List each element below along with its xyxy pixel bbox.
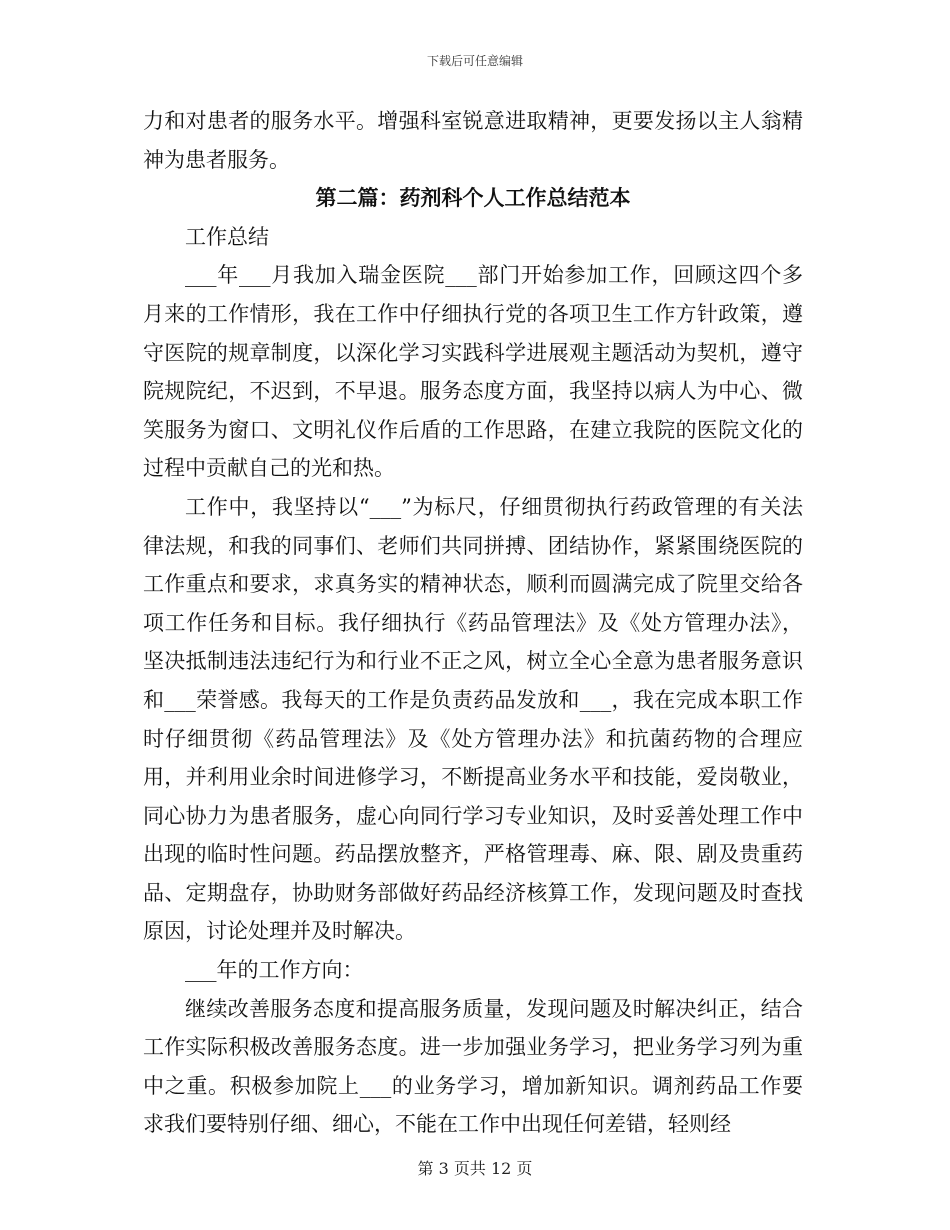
continuation-paragraph: 力和对患者的服务水平。增强科室锐意进取精神，更要发扬以主人翁精神为患者服务。 (143, 109, 803, 172)
paragraph-1: ___年___月我加入瑞金医院___部门开始参加工作，回顾这四个多月来的工作情形，我在工作中仔细执行党的各项卫生工作方针政策，遵守医院的规章制度，以深化学习实践科学进展观主题活动为契机，遵守院规院纪，不迟到，不早退。服务态度方面，我坚持以病人为中心、微笑服务为窗口、文明礼仪作后盾的工作思路，在建立我院的医院文化的过程中贡献自己的光和热。 (143, 263, 803, 481)
paragraph-3: ___年的工作方向： (185, 958, 364, 983)
section-title: 第二篇：药剂科个人工作总结范本 (315, 186, 631, 211)
page-number: 第 3 页共 12 页 (417, 1159, 533, 1178)
paragraph-2: 工作中，我坚持以“___”为标尺，仔细贯彻执行药政管理的有关法律法规，和我的同事们、老师们共同拼搏、团结协作，紧紧围绕医院的工作重点和要求，求真务实的精神状态，顺利而圆满完成了院里交给各项工作任务和目标。我仔细执行《药品管理法》及《处方管理办法》，坚决抵制违法违纪行为和行业不正之风，树立全心全意为患者服务意识和___荣誉感。我每天的工作是负责药品发放和___，我在完成本职工作时仔细贯彻《药品管理法》及《处方管理办法》和抗菌药物的合理应用，并利用业余时间进修学习，不断提高业务水平和技能，爱岗敬业，同心协力为患者服务，虚心向同行学习专业知识，及时妥善处理工作中出现的临时性问题。药品摆放整齐，严格管理毒、麻、限、剧及贵重药品、定期盘存，协助财务部做好药品经济核算工作，发现问题及时查找原因，讨论处理并及时解决。 (143, 494, 803, 944)
paragraph-4: 继续改善服务态度和提高服务质量，发现问题及时解决纠正，结合工作实际积极改善服务态度。进一步加强业务学习，把业务学习列为重中之重。积极参加院上___的业务学习，增加新知识。调剂药品工作要求我们要特别仔细、细心，不能在工作中出现任何差错，轻则经 (143, 996, 803, 1137)
page-header-note: 下载后可任意编辑 (426, 54, 523, 68)
subtitle: 工作总结 (185, 224, 269, 249)
document-body (143, 102, 803, 1144)
